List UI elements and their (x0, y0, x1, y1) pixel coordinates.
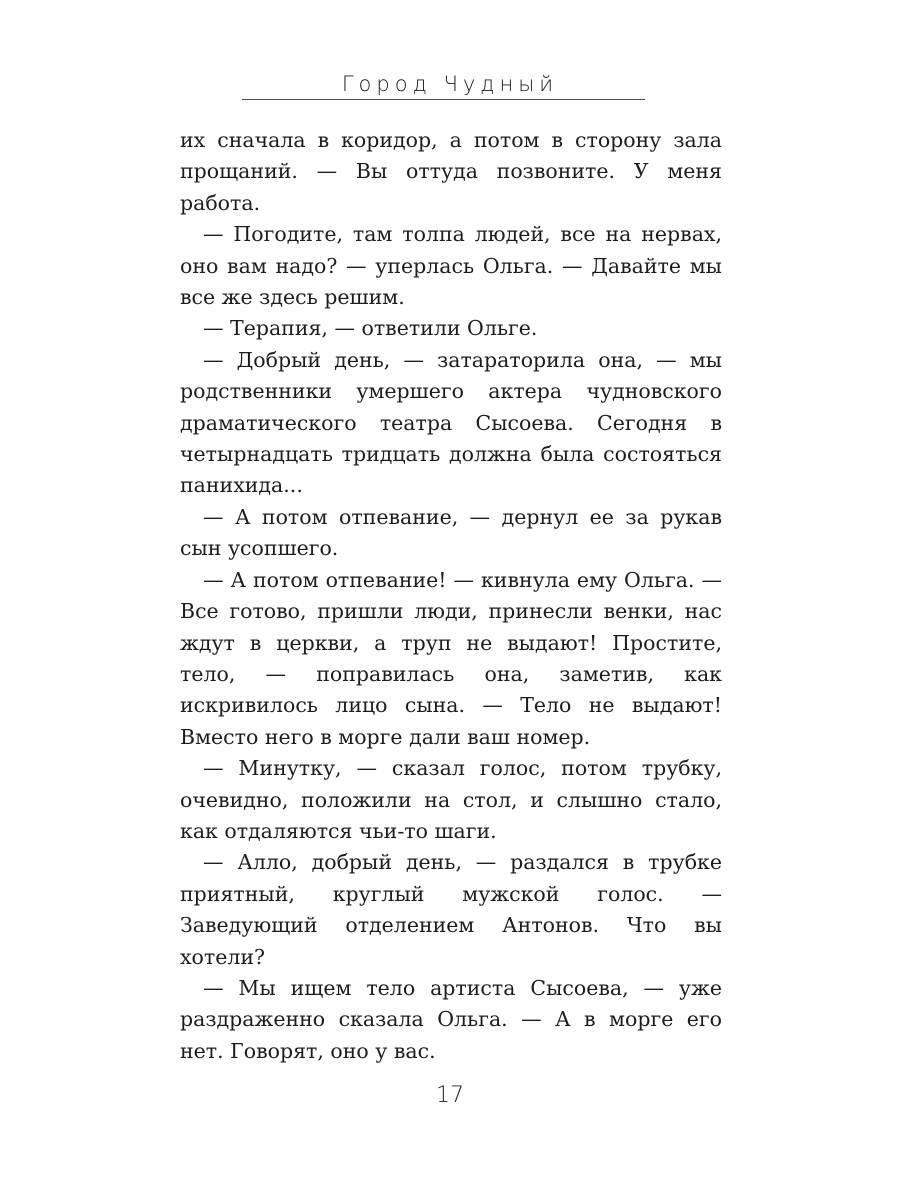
paragraph: — А потом отпевание, — дернул ее за рукав сын усопшего. (180, 504, 722, 561)
paragraph: — Погодите, там толпа людей, все на нервах, оно вам надо? — уперлась Ольга. — Давайте мы все же здесь решим. (180, 222, 722, 310)
paragraph-continued: их сначала в коридор, а потом в сторону зала прощаний. — Вы оттуда позвоните. У меня работа. (180, 128, 722, 215)
paragraph: — Минутку, — сказал голос, потом трубку, очевидно, положили на стол, и слышно стало, как отдаляются чьи-то шаги. (180, 756, 722, 843)
paragraph: — Добрый день, — затараторила она, — мы родственники умершего актера чудновского драматического театра Сысоева. Сегодня в четырнадцать тридцать должна была состояться панихида... (180, 347, 722, 498)
paragraph: — Алло, добрый день, — раздался в трубке приятный, круглый мужской голос. — Заведующий отделением Антонов. Что вы хотели? (180, 850, 722, 969)
paragraph: — Терапия, — ответили Ольге. (203, 316, 538, 341)
running-head: Город Чудный (341, 72, 559, 96)
page-number: 17 (436, 1083, 464, 1108)
paragraph: — Мы ищем тело артиста Сысоева, — уже раздраженно сказала Ольга. — А в морге его нет. Говорят, оно у вас. (180, 975, 722, 1063)
header-rule (242, 99, 645, 100)
paragraph: — А потом отпевание! — кивнула ему Ольга. — Все готово, пришли люди, принесли венки, нас ждут в церкви, а труп не выдают! Простите, тело, — поправилась она, заметив, как искривилось лицо сына. — Тело не выдают! Вместо него в морге дали ваш номер. (180, 567, 722, 749)
body-text (180, 125, 722, 1067)
